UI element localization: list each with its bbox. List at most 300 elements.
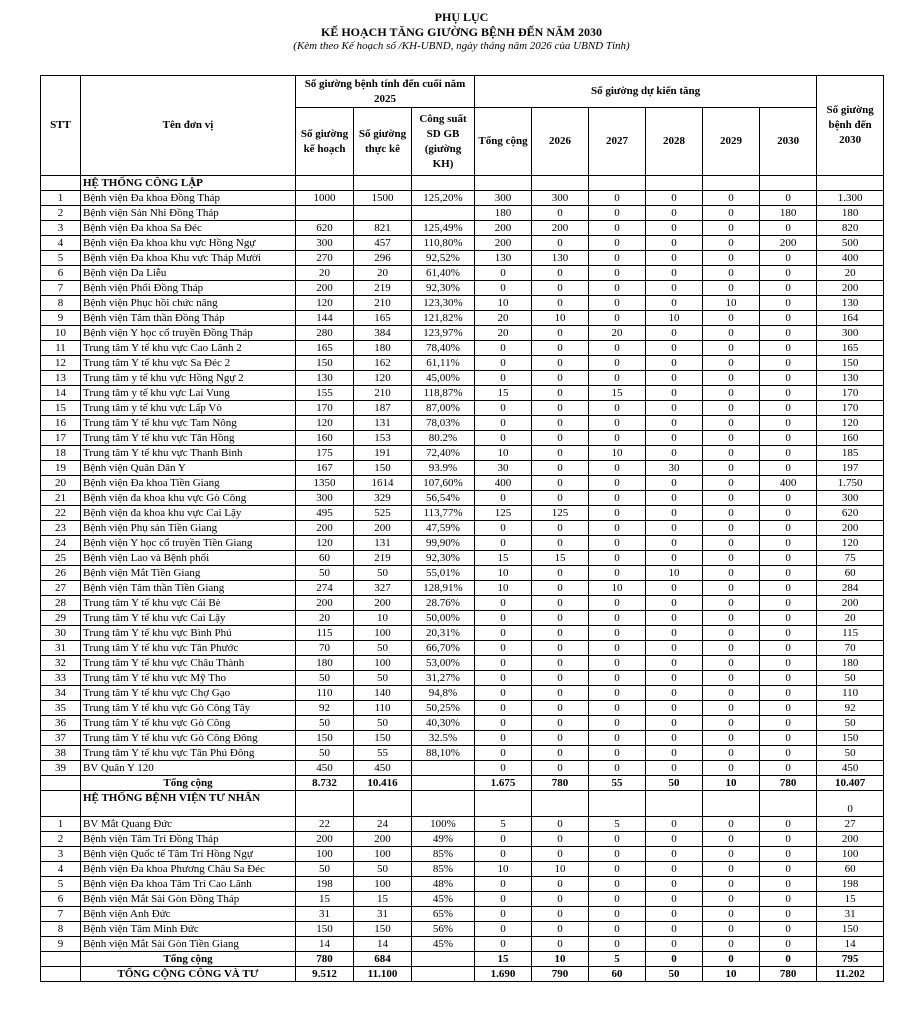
stt-cell: 24 <box>41 536 81 551</box>
beds-2030-cell: 284 <box>817 581 884 596</box>
stt-cell: 36 <box>41 716 81 731</box>
capacity-cell: 92,30% <box>412 551 475 566</box>
actual-beds-cell: 110 <box>354 701 412 716</box>
increase-2027-cell: 5 <box>589 952 646 967</box>
actual-beds-cell: 100 <box>354 626 412 641</box>
stt-cell: 6 <box>41 266 81 281</box>
increase-2026-cell: 300 <box>532 191 589 206</box>
capacity-cell: 40,30% <box>412 716 475 731</box>
beds-2030-cell: 300 <box>817 326 884 341</box>
increase-2028-cell: 50 <box>646 967 703 982</box>
increase-2026-cell: 10 <box>532 862 589 877</box>
capacity-cell: 123,97% <box>412 326 475 341</box>
beds-2030-header: Số giường bệnh đến 2030 <box>817 76 884 176</box>
increase-2030-cell: 0 <box>760 832 817 847</box>
increase-2029-cell: 0 <box>703 862 760 877</box>
stt-cell: 39 <box>41 761 81 776</box>
total-increase-cell: 0 <box>475 746 532 761</box>
increase-2029-cell: 0 <box>703 847 760 862</box>
total-increase-cell: 0 <box>475 937 532 952</box>
plan-beds-cell: 22 <box>296 817 354 832</box>
increase-2028-cell: 0 <box>646 191 703 206</box>
increase-2028-cell: 0 <box>646 626 703 641</box>
table-row <box>41 251 884 266</box>
increase-2029-cell: 0 <box>703 281 760 296</box>
increase-2030-cell: 0 <box>760 686 817 701</box>
plan-beds-cell: 50 <box>296 862 354 877</box>
stt-cell: 21 <box>41 491 81 506</box>
increase-2027-cell: 0 <box>589 206 646 221</box>
increase-2029-cell: 0 <box>703 952 760 967</box>
actual-beds-cell: 210 <box>354 296 412 311</box>
actual-beds-cell: 200 <box>354 832 412 847</box>
capacity-header: Công suất SD GB (giường KH) <box>412 108 475 176</box>
table-row <box>41 551 884 566</box>
beds-2030-cell: 92 <box>817 701 884 716</box>
unit-name-cell: Trung tâm Y tế khu vực Tân Phước <box>81 641 296 656</box>
beds-2030-cell: 120 <box>817 536 884 551</box>
beds-2030-cell: 150 <box>817 922 884 937</box>
unit-name-cell: Trung tâm Y tế khu vực Châu Thành <box>81 656 296 671</box>
beds-2025-header: Số giường bệnh tính đến cuối năm 2025 <box>296 76 475 108</box>
increase-2026-cell: 0 <box>532 611 589 626</box>
stt-cell: 19 <box>41 461 81 476</box>
capacity-cell: 125,49% <box>412 221 475 236</box>
increase-2030-cell: 0 <box>760 521 817 536</box>
total-increase-cell: 10 <box>475 566 532 581</box>
increase-2029-cell: 0 <box>703 206 760 221</box>
actual-beds-cell: 684 <box>354 952 412 967</box>
capacity-cell: 113,77% <box>412 506 475 521</box>
unit-name-cell: Bệnh viện Đa khoa Phương Châu Sa Đéc <box>81 862 296 877</box>
total-increase-cell: 1.675 <box>475 776 532 791</box>
increase-2028-cell: 0 <box>646 446 703 461</box>
actual-beds-cell: 450 <box>354 761 412 776</box>
plan-beds-cell: 300 <box>296 236 354 251</box>
table-row <box>41 671 884 686</box>
plan-beds-cell: 155 <box>296 386 354 401</box>
total-increase-cell: 20 <box>475 311 532 326</box>
increase-2029-cell: 0 <box>703 251 760 266</box>
increase-2029-cell: 0 <box>703 266 760 281</box>
stt-cell: 35 <box>41 701 81 716</box>
beds-2030-cell: 197 <box>817 461 884 476</box>
increase-2027-cell: 0 <box>589 731 646 746</box>
year-2030-header: 2030 <box>760 108 817 176</box>
increase-2028-cell: 0 <box>646 761 703 776</box>
increase-2029-cell: 0 <box>703 671 760 686</box>
increase-2027-cell: 0 <box>589 296 646 311</box>
increase-2029-cell: 0 <box>703 701 760 716</box>
table-row <box>41 221 884 236</box>
total-increase-cell: 0 <box>475 641 532 656</box>
stt-cell: 7 <box>41 281 81 296</box>
plan-beds-cell: 450 <box>296 761 354 776</box>
increase-2026-cell: 0 <box>532 641 589 656</box>
stt-cell: 29 <box>41 611 81 626</box>
plan-beds-cell: 50 <box>296 566 354 581</box>
increase-2026-cell: 125 <box>532 506 589 521</box>
increase-2028-cell: 10 <box>646 566 703 581</box>
increase-2026-cell: 0 <box>532 326 589 341</box>
increase-2027-cell: 55 <box>589 776 646 791</box>
increase-2030-cell: 0 <box>760 596 817 611</box>
increase-2028-cell: 0 <box>646 341 703 356</box>
table-row <box>41 236 884 251</box>
unit-name-cell: Trung tâm Y tế khu vực Gò Công <box>81 716 296 731</box>
appendix-title: PHỤ LỤC <box>434 10 489 24</box>
increase-2027-cell: 0 <box>589 416 646 431</box>
table-row <box>41 937 884 952</box>
stt-cell: 25 <box>41 551 81 566</box>
table-row <box>41 656 884 671</box>
table-row <box>41 611 884 626</box>
stt-cell: 5 <box>41 251 81 266</box>
total-increase-cell: 10 <box>475 862 532 877</box>
increase-2027-cell: 10 <box>589 581 646 596</box>
plan-beds-cell <box>296 206 354 221</box>
stt-cell: 20 <box>41 476 81 491</box>
stt-cell: 31 <box>41 641 81 656</box>
increase-2026-cell: 0 <box>532 536 589 551</box>
plan-beds-cell: 14 <box>296 937 354 952</box>
total-increase-cell: 0 <box>475 281 532 296</box>
year-2027-header: 2027 <box>589 108 646 176</box>
increase-2028-cell: 0 <box>646 907 703 922</box>
plan-beds-cell: 115 <box>296 626 354 641</box>
increase-2026-cell: 0 <box>532 566 589 581</box>
increase-2026-cell: 200 <box>532 221 589 236</box>
increase-2029-cell: 0 <box>703 937 760 952</box>
increase-2027-cell: 0 <box>589 832 646 847</box>
beds-2030-cell: 180 <box>817 206 884 221</box>
total-increase-cell: 0 <box>475 521 532 536</box>
increase-2026-cell: 0 <box>532 356 589 371</box>
increase-2026-cell: 0 <box>532 206 589 221</box>
plan-beds-cell: 280 <box>296 326 354 341</box>
increase-2029-cell: 0 <box>703 641 760 656</box>
increase-2030-cell: 0 <box>760 611 817 626</box>
plan-beds-cell: 50 <box>296 671 354 686</box>
capacity-cell: 72,40% <box>412 446 475 461</box>
unit-name-cell: BV Mắt Quang Đức <box>81 817 296 832</box>
actual-beds-cell: 150 <box>354 731 412 746</box>
increase-2028-cell: 0 <box>646 386 703 401</box>
capacity-cell: 45,00% <box>412 371 475 386</box>
increase-2027-cell: 0 <box>589 431 646 446</box>
stt-cell: 7 <box>41 907 81 922</box>
beds-2030-cell: 164 <box>817 311 884 326</box>
increase-2030-cell: 0 <box>760 922 817 937</box>
unit-name-header: Tên đơn vị <box>81 76 296 176</box>
increase-2026-cell: 0 <box>532 581 589 596</box>
increase-2027-cell: 0 <box>589 656 646 671</box>
beds-2030-cell: 27 <box>817 817 884 832</box>
capacity-cell: 49% <box>412 832 475 847</box>
actual-beds-cell: 219 <box>354 551 412 566</box>
beds-2030-cell: 185 <box>817 446 884 461</box>
increase-2027-cell: 0 <box>589 401 646 416</box>
table-row <box>41 581 884 596</box>
beds-2030-cell: 198 <box>817 877 884 892</box>
increase-2030-cell: 0 <box>760 847 817 862</box>
stt-cell: 38 <box>41 746 81 761</box>
capacity-cell: 61,40% <box>412 266 475 281</box>
increase-2027-cell: 0 <box>589 191 646 206</box>
plan-beds-cell: 100 <box>296 847 354 862</box>
actual-beds-cell: 31 <box>354 907 412 922</box>
stt-cell: 8 <box>41 922 81 937</box>
plan-beds-header: Số giường kế hoạch <box>296 108 354 176</box>
increase-2028-cell: 0 <box>646 281 703 296</box>
increase-2028-cell: 0 <box>646 817 703 832</box>
table-row <box>41 922 884 937</box>
increase-2027-cell: 0 <box>589 892 646 907</box>
increase-2027-cell: 0 <box>589 251 646 266</box>
beds-2030-cell: 450 <box>817 761 884 776</box>
actual-beds-cell: 50 <box>354 641 412 656</box>
increase-2030-cell: 0 <box>760 862 817 877</box>
total-increase-cell: 10 <box>475 296 532 311</box>
beds-2030-cell: 100 <box>817 847 884 862</box>
plan-beds-cell: 150 <box>296 731 354 746</box>
actual-beds-cell: 150 <box>354 922 412 937</box>
increase-2028-cell: 0 <box>646 686 703 701</box>
increase-2030-cell: 780 <box>760 967 817 982</box>
increase-2026-cell: 0 <box>532 877 589 892</box>
beds-2030-cell: 15 <box>817 892 884 907</box>
increase-2028-cell: 0 <box>646 581 703 596</box>
increase-2030-cell: 0 <box>760 326 817 341</box>
unit-name-cell: Trung tâm Y tế khu vực Cai Lậy <box>81 611 296 626</box>
increase-2028-cell: 0 <box>646 716 703 731</box>
document-header <box>0 10 923 53</box>
total-increase-cell: 0 <box>475 832 532 847</box>
increase-2029-cell: 10 <box>703 967 760 982</box>
stt-cell: 15 <box>41 401 81 416</box>
increase-2029-cell: 0 <box>703 907 760 922</box>
unit-name-cell: Bệnh viện Phục hồi chức năng <box>81 296 296 311</box>
plan-beds-cell: 160 <box>296 431 354 446</box>
total-increase-cell: 1.690 <box>475 967 532 982</box>
capacity-cell: 53,00% <box>412 656 475 671</box>
plan-beds-cell: 60 <box>296 551 354 566</box>
increase-2028-cell: 0 <box>646 701 703 716</box>
stt-cell: 16 <box>41 416 81 431</box>
total-increase-cell: 15 <box>475 952 532 967</box>
increase-2026-cell: 0 <box>532 431 589 446</box>
plan-beds-cell: 110 <box>296 686 354 701</box>
increase-2029-cell: 0 <box>703 311 760 326</box>
stt-cell: 17 <box>41 431 81 446</box>
actual-beds-cell: 457 <box>354 236 412 251</box>
actual-beds-cell: 191 <box>354 446 412 461</box>
total-increase-cell: 10 <box>475 446 532 461</box>
grand-total <box>41 967 884 982</box>
total-increase-cell: 0 <box>475 491 532 506</box>
stt-cell: 37 <box>41 731 81 746</box>
total-increase-cell: 0 <box>475 907 532 922</box>
stt-cell: 12 <box>41 356 81 371</box>
table-row <box>41 847 884 862</box>
increase-2027-cell: 0 <box>589 716 646 731</box>
plan-subtitle: (Kèm theo Kế hoạch số /KH-UBND, ngày tháng năm 2026 của UBND Tỉnh) <box>293 40 630 52</box>
plan-beds-cell: 175 <box>296 446 354 461</box>
capacity-cell: 47,59% <box>412 521 475 536</box>
increase-2027-cell: 20 <box>589 326 646 341</box>
increase-2028-cell: 0 <box>646 326 703 341</box>
plan-beds-cell: 780 <box>296 952 354 967</box>
total-increase-cell: 300 <box>475 191 532 206</box>
unit-name-cell: Bệnh viện Lao và Bệnh phổi <box>81 551 296 566</box>
increase-2027-cell: 0 <box>589 611 646 626</box>
increase-2028-cell: 0 <box>646 862 703 877</box>
stt-cell: 8 <box>41 296 81 311</box>
increase-2029-cell: 0 <box>703 491 760 506</box>
stt-cell: 2 <box>41 206 81 221</box>
beds-2030-cell: 200 <box>817 596 884 611</box>
table-row <box>41 356 884 371</box>
capacity-cell: 125,20% <box>412 191 475 206</box>
increase-2026-cell: 0 <box>532 371 589 386</box>
capacity-cell: 50,25% <box>412 701 475 716</box>
increase-2029-cell: 0 <box>703 446 760 461</box>
unit-name-cell: Trung tâm Y tế khu vực Bình Phú <box>81 626 296 641</box>
unit-name-cell: Bệnh viện Y học cổ truyền Đồng Tháp <box>81 326 296 341</box>
actual-beds-cell: 50 <box>354 862 412 877</box>
increase-2029-cell: 0 <box>703 371 760 386</box>
increase-2028-cell: 0 <box>646 832 703 847</box>
unit-name-cell: Trung tâm Y tế khu vực Mỹ Tho <box>81 671 296 686</box>
year-2029-header: 2029 <box>703 108 760 176</box>
total-increase-cell: 200 <box>475 236 532 251</box>
increase-2026-cell: 0 <box>532 832 589 847</box>
total-increase-cell: 0 <box>475 536 532 551</box>
plan-beds-cell: 70 <box>296 641 354 656</box>
actual-beds-cell: 219 <box>354 281 412 296</box>
private-total-row <box>41 952 884 967</box>
increase-2030-cell: 0 <box>760 431 817 446</box>
increase-2026-cell: 0 <box>532 671 589 686</box>
increase-2028-cell: 0 <box>646 431 703 446</box>
capacity-cell: 50,00% <box>412 611 475 626</box>
beds-2030-cell: 795 <box>817 952 884 967</box>
capacity-cell: 45% <box>412 937 475 952</box>
actual-beds-cell: 296 <box>354 251 412 266</box>
beds-2030-cell: 50 <box>817 671 884 686</box>
stt-cell: 4 <box>41 862 81 877</box>
capacity-cell: 66,70% <box>412 641 475 656</box>
increase-2028-cell: 0 <box>646 671 703 686</box>
actual-beds-cell: 10.416 <box>354 776 412 791</box>
increase-2028-cell: 0 <box>646 521 703 536</box>
capacity-cell: 93.9% <box>412 461 475 476</box>
increase-2028-cell: 0 <box>646 611 703 626</box>
increase-2026-cell: 0 <box>532 626 589 641</box>
table-row <box>41 206 884 221</box>
actual-beds-cell: 131 <box>354 416 412 431</box>
stt-cell: 32 <box>41 656 81 671</box>
increase-2030-cell: 0 <box>760 401 817 416</box>
stt-cell <box>41 967 81 982</box>
beds-2030-cell: 60 <box>817 862 884 877</box>
increase-2026-cell: 0 <box>532 701 589 716</box>
total-increase-cell: 0 <box>475 761 532 776</box>
increase-2030-cell: 0 <box>760 877 817 892</box>
increase-2029-cell: 0 <box>703 626 760 641</box>
public-section <box>41 176 884 191</box>
capacity-cell: 123,30% <box>412 296 475 311</box>
total-increase-cell: 130 <box>475 251 532 266</box>
unit-name-cell: Bệnh viện Sản Nhi Đồng Tháp <box>81 206 296 221</box>
actual-beds-cell: 162 <box>354 356 412 371</box>
unit-name-cell: Bệnh viện Y học cổ truyền Tiền Giang <box>81 536 296 551</box>
beds-2030-cell: 170 <box>817 401 884 416</box>
increase-2027-cell: 0 <box>589 491 646 506</box>
increase-2030-cell: 0 <box>760 341 817 356</box>
beds-2030-cell: 620 <box>817 506 884 521</box>
increase-2026-cell: 0 <box>532 476 589 491</box>
table-row <box>41 862 884 877</box>
table-row <box>41 626 884 641</box>
increase-2026-cell: 0 <box>532 746 589 761</box>
increase-2030-cell: 0 <box>760 266 817 281</box>
increase-2029-cell: 0 <box>703 476 760 491</box>
stt-cell: 14 <box>41 386 81 401</box>
total-increase-cell: 0 <box>475 431 532 446</box>
capacity-cell: 80.2% <box>412 431 475 446</box>
increase-2026-cell: 0 <box>532 907 589 922</box>
increase-2029-cell: 0 <box>703 922 760 937</box>
increase-2030-cell: 400 <box>760 476 817 491</box>
beds-2030-cell: 200 <box>817 521 884 536</box>
plan-beds-cell: 120 <box>296 536 354 551</box>
stt-cell: 30 <box>41 626 81 641</box>
plan-beds-cell: 50 <box>296 716 354 731</box>
increase-2028-cell: 0 <box>646 877 703 892</box>
increase-2029-cell: 0 <box>703 416 760 431</box>
capacity-cell: 61,11% <box>412 356 475 371</box>
plan-beds-cell: 20 <box>296 611 354 626</box>
table-row <box>41 892 884 907</box>
public-total <box>41 776 884 791</box>
total-increase-cell: 0 <box>475 356 532 371</box>
total-increase-cell: 5 <box>475 817 532 832</box>
table-row <box>41 761 884 776</box>
increase-2027-cell: 0 <box>589 922 646 937</box>
increase-2029-cell: 0 <box>703 581 760 596</box>
actual-beds-cell: 1614 <box>354 476 412 491</box>
increase-2026-cell: 10 <box>532 952 589 967</box>
increase-2027-cell: 0 <box>589 236 646 251</box>
increase-2029-cell: 0 <box>703 401 760 416</box>
increase-2026-cell: 0 <box>532 386 589 401</box>
increase-2030-cell: 0 <box>760 191 817 206</box>
increase-2030-cell: 0 <box>760 731 817 746</box>
increase-2030-cell: 0 <box>760 817 817 832</box>
public-total-row <box>41 776 884 791</box>
stt-cell: 13 <box>41 371 81 386</box>
stt-cell: 2 <box>41 832 81 847</box>
actual-beds-cell: 150 <box>354 461 412 476</box>
actual-beds-cell: 180 <box>354 341 412 356</box>
table-row <box>41 326 884 341</box>
private-rows <box>41 817 884 952</box>
stt-header: STT <box>41 76 81 176</box>
increase-2029-cell: 0 <box>703 431 760 446</box>
plan-beds-cell: 300 <box>296 491 354 506</box>
increase-2028-cell: 0 <box>646 922 703 937</box>
